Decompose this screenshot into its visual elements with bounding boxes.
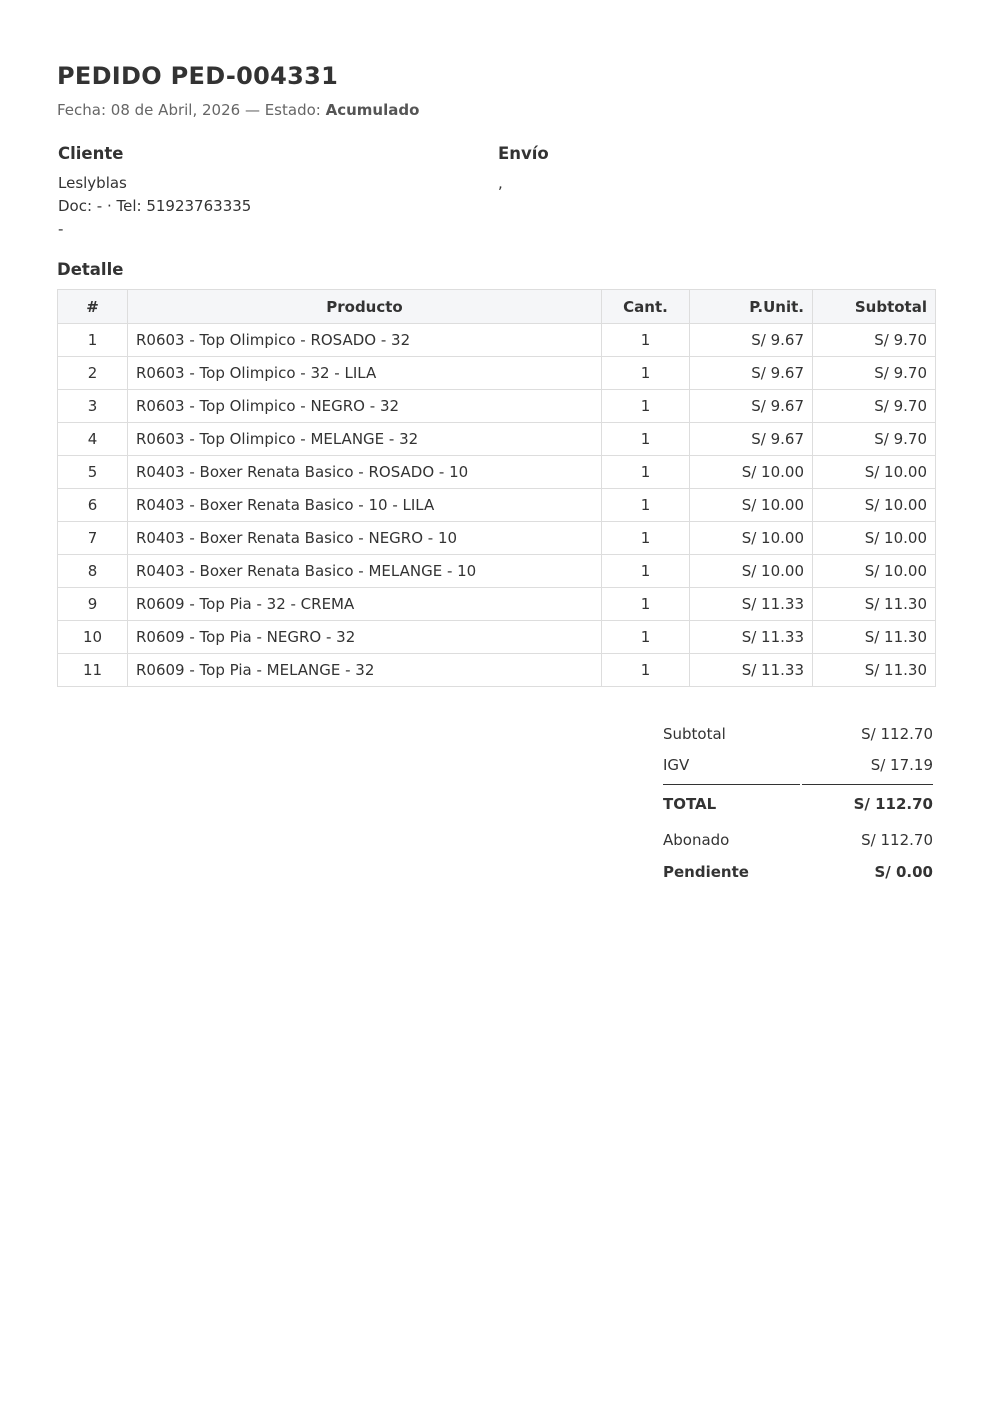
table-row xyxy=(58,324,936,357)
paid-row xyxy=(663,823,933,856)
table-row xyxy=(58,588,936,621)
cell-unit-price: S/ 11.33 xyxy=(690,588,813,621)
cell-subtotal: S/ 9.70 xyxy=(813,357,936,390)
cell-unit-price: S/ 10.00 xyxy=(690,555,813,588)
cell-quantity: 1 xyxy=(602,522,690,555)
cell-number: 8 xyxy=(58,555,128,588)
detail-heading: Detalle xyxy=(57,260,124,279)
cell-subtotal: S/ 9.70 xyxy=(813,324,936,357)
cell-product: R0403 - Boxer Renata Basico - 10 - LILA xyxy=(128,489,602,522)
cell-quantity: 1 xyxy=(602,621,690,654)
cell-subtotal: S/ 11.30 xyxy=(813,588,936,621)
cell-product: R0609 - Top Pia - 32 - CREMA xyxy=(128,588,602,621)
cell-subtotal: S/ 10.00 xyxy=(813,489,936,522)
cell-subtotal: S/ 11.30 xyxy=(813,654,936,687)
cell-quantity: 1 xyxy=(602,423,690,456)
cell-product: R0403 - Boxer Renata Basico - ROSADO - 10 xyxy=(128,456,602,489)
cell-quantity: 1 xyxy=(602,324,690,357)
column-header-unit-price: P.Unit. xyxy=(690,290,813,324)
pending-row xyxy=(663,856,933,887)
cell-product: R0403 - Boxer Renata Basico - NEGRO - 10 xyxy=(128,522,602,555)
cell-number: 11 xyxy=(58,654,128,687)
cell-quantity: 1 xyxy=(602,489,690,522)
cell-unit-price: S/ 9.67 xyxy=(690,357,813,390)
cell-quantity: 1 xyxy=(602,357,690,390)
cell-subtotal: S/ 10.00 xyxy=(813,456,936,489)
cell-unit-price: S/ 9.67 xyxy=(690,324,813,357)
cell-subtotal: S/ 9.70 xyxy=(813,423,936,456)
igv-value: S/ 17.19 xyxy=(870,756,933,774)
cell-unit-price: S/ 9.67 xyxy=(690,423,813,456)
client-name: Leslyblas xyxy=(58,174,127,192)
table-row xyxy=(58,654,936,687)
cell-unit-price: S/ 11.33 xyxy=(690,654,813,687)
cell-number: 3 xyxy=(58,390,128,423)
cell-product: R0603 - Top Olimpico - MELANGE - 32 xyxy=(128,423,602,456)
paid-value: S/ 112.70 xyxy=(861,831,933,849)
column-header-subtotal: Subtotal xyxy=(813,290,936,324)
cell-subtotal: S/ 10.00 xyxy=(813,522,936,555)
pending-value: S/ 0.00 xyxy=(874,863,933,881)
cell-number: 6 xyxy=(58,489,128,522)
cell-number: 5 xyxy=(58,456,128,489)
cell-unit-price: S/ 10.00 xyxy=(690,522,813,555)
cell-product: R0403 - Boxer Renata Basico - MELANGE - 10 xyxy=(128,555,602,588)
order-date: Fecha: 08 de Abril, 2026 — Estado: xyxy=(57,101,326,119)
cell-product: R0609 - Top Pia - NEGRO - 32 xyxy=(128,621,602,654)
cell-quantity: 1 xyxy=(602,654,690,687)
column-header-number: # xyxy=(58,290,128,324)
cell-product: R0609 - Top Pia - MELANGE - 32 xyxy=(128,654,602,687)
igv-row xyxy=(663,753,933,785)
total-row xyxy=(663,785,933,823)
table-row xyxy=(58,423,936,456)
table-row xyxy=(58,621,936,654)
client-extra: - xyxy=(58,220,64,238)
client-heading: Cliente xyxy=(58,144,124,163)
subtotal-label: Subtotal xyxy=(663,725,726,743)
cell-quantity: 1 xyxy=(602,588,690,621)
cell-number: 7 xyxy=(58,522,128,555)
total-label: TOTAL xyxy=(663,795,717,813)
table-row xyxy=(58,489,936,522)
cell-subtotal: S/ 9.70 xyxy=(813,390,936,423)
cell-unit-price: S/ 11.33 xyxy=(690,621,813,654)
pending-label: Pendiente xyxy=(663,863,749,881)
cell-quantity: 1 xyxy=(602,390,690,423)
total-value: S/ 112.70 xyxy=(853,795,933,813)
totals-summary xyxy=(663,722,933,887)
shipping-address: , xyxy=(498,174,503,192)
igv-label: IGV xyxy=(663,756,690,774)
cell-number: 10 xyxy=(58,621,128,654)
cell-number: 4 xyxy=(58,423,128,456)
shipping-heading: Envío xyxy=(498,144,549,163)
cell-unit-price: S/ 10.00 xyxy=(690,456,813,489)
cell-number: 1 xyxy=(58,324,128,357)
cell-product: R0603 - Top Olimpico - ROSADO - 32 xyxy=(128,324,602,357)
subtotal-value: S/ 112.70 xyxy=(861,725,933,743)
column-header-product: Producto xyxy=(128,290,602,324)
cell-subtotal: S/ 11.30 xyxy=(813,621,936,654)
table-row xyxy=(58,456,936,489)
cell-number: 9 xyxy=(58,588,128,621)
cell-product: R0603 - Top Olimpico - NEGRO - 32 xyxy=(128,390,602,423)
cell-number: 2 xyxy=(58,357,128,390)
table-row xyxy=(58,555,936,588)
items-table-body xyxy=(58,324,936,687)
cell-quantity: 1 xyxy=(602,456,690,489)
column-header-quantity: Cant. xyxy=(602,290,690,324)
table-row xyxy=(58,357,936,390)
subtotal-row xyxy=(663,722,933,753)
items-table xyxy=(57,289,936,687)
table-row xyxy=(58,390,936,423)
client-doc-phone: Doc: - · Tel: 51923763335 xyxy=(58,197,252,215)
order-meta xyxy=(57,101,419,119)
page-title: PEDIDO PED-004331 xyxy=(57,62,339,90)
cell-unit-price: S/ 9.67 xyxy=(690,390,813,423)
cell-quantity: 1 xyxy=(602,555,690,588)
table-row xyxy=(58,522,936,555)
order-status: Acumulado xyxy=(325,101,420,119)
cell-unit-price: S/ 10.00 xyxy=(690,489,813,522)
table-header-row xyxy=(58,290,936,324)
cell-subtotal: S/ 10.00 xyxy=(813,555,936,588)
paid-label: Abonado xyxy=(663,831,730,849)
cell-product: R0603 - Top Olimpico - 32 - LILA xyxy=(128,357,602,390)
